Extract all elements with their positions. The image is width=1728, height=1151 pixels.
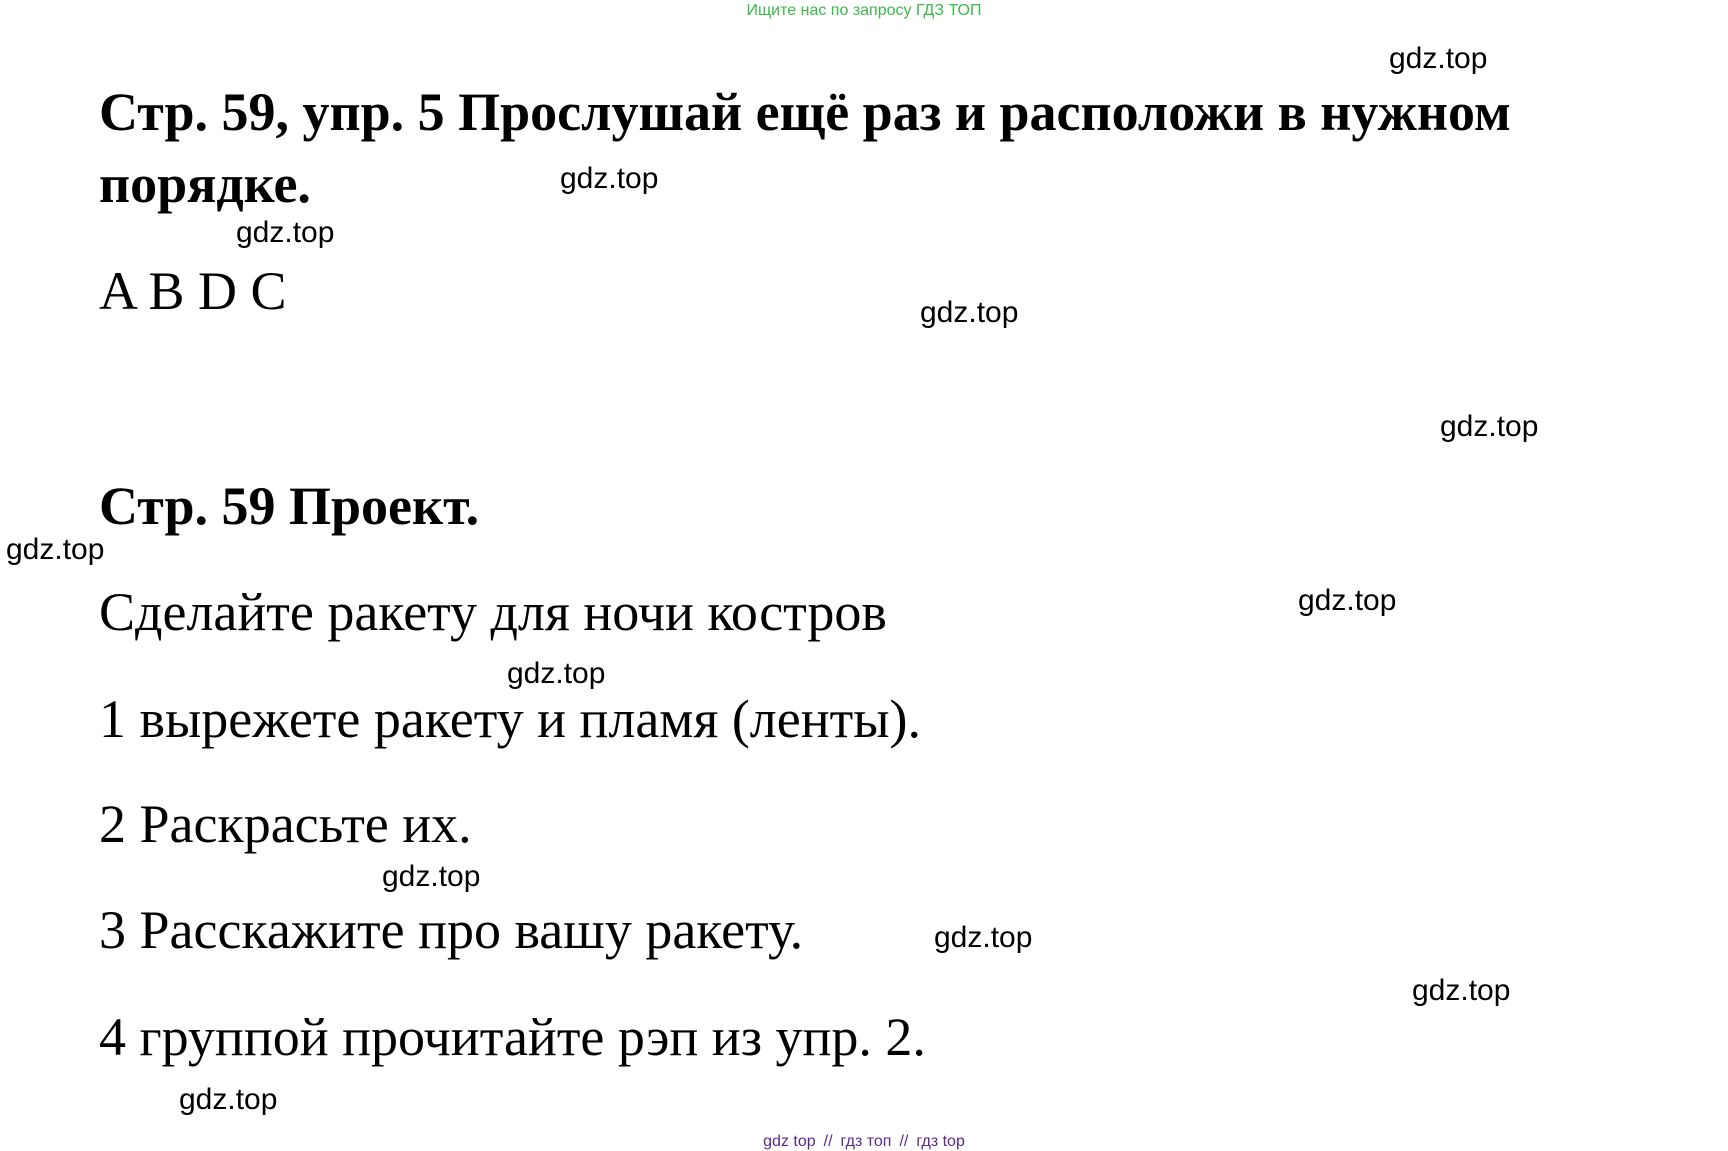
footer-links <box>0 1133 1728 1151</box>
watermark: gdz.top <box>1412 974 1511 1007</box>
footer-link-gdz-top[interactable]: gdz top <box>763 1133 816 1150</box>
watermark: gdz.top <box>507 657 606 690</box>
watermark: gdz.top <box>236 216 335 249</box>
project-heading: Стр. 59 Проект. <box>99 476 480 536</box>
watermark: gdz.top <box>1389 42 1488 75</box>
watermark: gdz.top <box>934 921 1033 954</box>
project-step-4: 4 группой прочитайте рэп из упр. 2. <box>99 1007 926 1067</box>
project-step-3: 3 Расскажите про вашу ракету. <box>99 900 804 960</box>
footer-separator: // <box>899 1133 909 1150</box>
exercise-5-heading: Стр. 59, упр. 5 Прослушай ещё раз и расположи в нужном порядке. <box>99 82 1511 214</box>
footer-link-gdz-top-cyrillic[interactable]: гдз топ <box>840 1133 892 1150</box>
watermark: gdz.top <box>382 860 481 893</box>
exercise-5-answer: A B D C <box>99 261 287 321</box>
watermark: gdz.top <box>6 533 105 566</box>
watermark: gdz.top <box>1440 410 1539 443</box>
footer-separator: // <box>823 1133 833 1150</box>
top-banner[interactable]: Ищите нас по запросу ГДЗ ТОП <box>746 2 982 19</box>
project-step-1: 1 вырежете ракету и пламя (ленты). <box>99 689 921 749</box>
watermark: gdz.top <box>179 1083 278 1116</box>
project-intro: Сделайте ракету для ночи костров <box>99 582 887 642</box>
footer-link-gdz-top-mixed[interactable]: гдз top <box>916 1133 965 1150</box>
watermark: gdz.top <box>560 162 659 195</box>
project-step-2: 2 Раскрасьте их. <box>99 794 472 854</box>
watermark: gdz.top <box>920 296 1019 329</box>
watermark: gdz.top <box>1298 584 1397 617</box>
